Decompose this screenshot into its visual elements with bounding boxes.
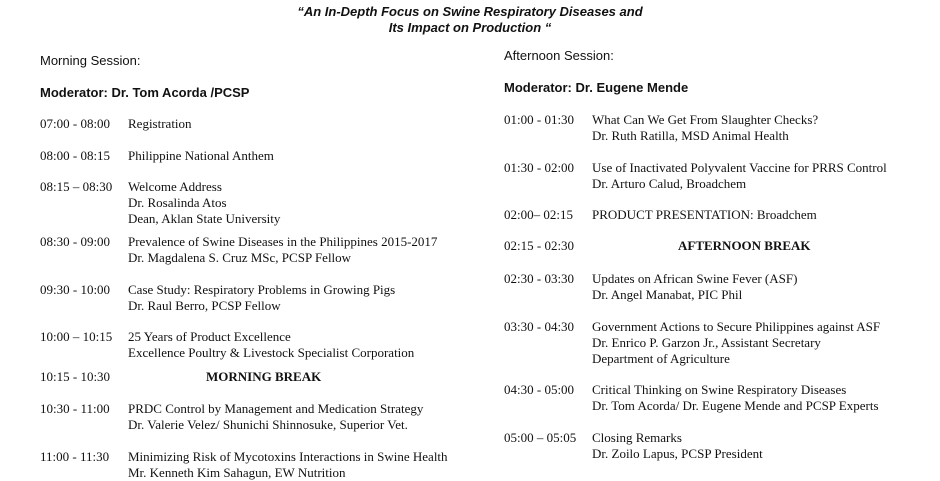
schedule-line: Prevalence of Swine Diseases in the Philippines 2015-2017 bbox=[128, 234, 438, 249]
schedule-line: Registration bbox=[128, 116, 192, 131]
schedule-line: Dr. Angel Manabat, PIC Phil bbox=[592, 287, 743, 302]
schedule-line: Dr. Tom Acorda/ Dr. Eugene Mende and PCSP Experts bbox=[592, 398, 879, 413]
morning-moderator: Moderator: Dr. Tom Acorda /PCSP bbox=[40, 85, 250, 100]
schedule-line: Case Study: Respiratory Problems in Growing Pigs bbox=[128, 282, 396, 297]
schedule-time: 01:00 - 01:30 bbox=[504, 112, 575, 127]
schedule-time: 02:30 - 03:30 bbox=[504, 271, 575, 286]
schedule-line: Updates on African Swine Fever (ASF) bbox=[592, 271, 798, 286]
schedule-line: Minimizing Risk of Mycotoxins Interactions in Swine Health bbox=[128, 449, 448, 464]
schedule-time: 09:30 - 10:00 bbox=[40, 282, 111, 297]
afternoon-session-label: Afternoon Session: bbox=[504, 48, 614, 63]
schedule-time: 07:00 - 08:00 bbox=[40, 116, 111, 131]
morning-session-label: Morning Session: bbox=[40, 53, 141, 68]
schedule-time: 03:30 - 04:30 bbox=[504, 319, 575, 334]
schedule-line: Philippine National Anthem bbox=[128, 148, 274, 163]
schedule-line: Mr. Kenneth Kim Sahagun, EW Nutrition bbox=[128, 465, 346, 480]
schedule-line: Dr. Zoilo Lapus, PCSP President bbox=[592, 446, 763, 461]
schedule-line: Dr. Enrico P. Garzon Jr., Assistant Secretary bbox=[592, 335, 821, 350]
morning-break-label: MORNING BREAK bbox=[206, 369, 322, 384]
schedule-line: Closing Remarks bbox=[592, 430, 682, 445]
schedule-time: 08:30 - 09:00 bbox=[40, 234, 111, 249]
schedule-line: Dr. Ruth Ratilla, MSD Animal Health bbox=[592, 128, 789, 143]
schedule-line: Dean, Aklan State University bbox=[128, 211, 281, 226]
program-title-line-2: Its Impact on Production “ bbox=[388, 20, 552, 35]
schedule-time: 02:15 - 02:30 bbox=[504, 238, 575, 253]
schedule-line: Dr. Raul Berro, PCSP Fellow bbox=[128, 298, 281, 313]
program-title bbox=[0, 4, 940, 36]
schedule-line: Dr. Valerie Velez/ Shunichi Shinnosuke, Superior Vet. bbox=[128, 417, 408, 432]
schedule-time: 10:00 – 10:15 bbox=[40, 329, 113, 344]
schedule-time: 02:00– 02:15 bbox=[504, 207, 573, 222]
schedule-line: What Can We Get From Slaughter Checks? bbox=[592, 112, 819, 127]
afternoon-moderator: Moderator: Dr. Eugene Mende bbox=[504, 80, 689, 95]
schedule-time: 08:15 – 08:30 bbox=[40, 179, 113, 194]
schedule-line: Dr. Rosalinda Atos bbox=[128, 195, 227, 210]
schedule-time: 08:00 - 08:15 bbox=[40, 148, 111, 163]
schedule-time: 11:00 - 11:30 bbox=[40, 449, 110, 464]
schedule-time: 01:30 - 02:00 bbox=[504, 160, 575, 175]
schedule-line: PRDC Control by Management and Medication Strategy bbox=[128, 401, 424, 416]
schedule-line: Critical Thinking on Swine Respiratory Diseases bbox=[592, 382, 847, 397]
schedule-line: Use of Inactivated Polyvalent Vaccine for PRRS Control bbox=[592, 160, 887, 175]
schedule-line: Dr. Magdalena S. Cruz MSc, PCSP Fellow bbox=[128, 250, 352, 265]
schedule-line: 25 Years of Product Excellence bbox=[128, 329, 291, 344]
schedule-line: PRODUCT PRESENTATION: Broadchem bbox=[592, 207, 817, 222]
afternoon-break-label: AFTERNOON BREAK bbox=[678, 238, 811, 253]
schedule-line: Government Actions to Secure Philippines against ASF bbox=[592, 319, 881, 334]
schedule-time: 05:00 – 05:05 bbox=[504, 430, 577, 445]
schedule-line: Welcome Address bbox=[128, 179, 222, 194]
program-title-line-1: “An In-Depth Focus on Swine Respiratory Diseases and bbox=[297, 4, 643, 19]
schedule-line: Dr. Arturo Calud, Broadchem bbox=[592, 176, 747, 191]
schedule-time: 04:30 - 05:00 bbox=[504, 382, 575, 397]
schedule-line: Department of Agriculture bbox=[592, 351, 730, 366]
schedule-time: 10:30 - 11:00 bbox=[40, 401, 110, 416]
schedule-line: Excellence Poultry & Livestock Specialist Corporation bbox=[128, 345, 415, 360]
schedule-time: 10:15 - 10:30 bbox=[40, 369, 111, 384]
